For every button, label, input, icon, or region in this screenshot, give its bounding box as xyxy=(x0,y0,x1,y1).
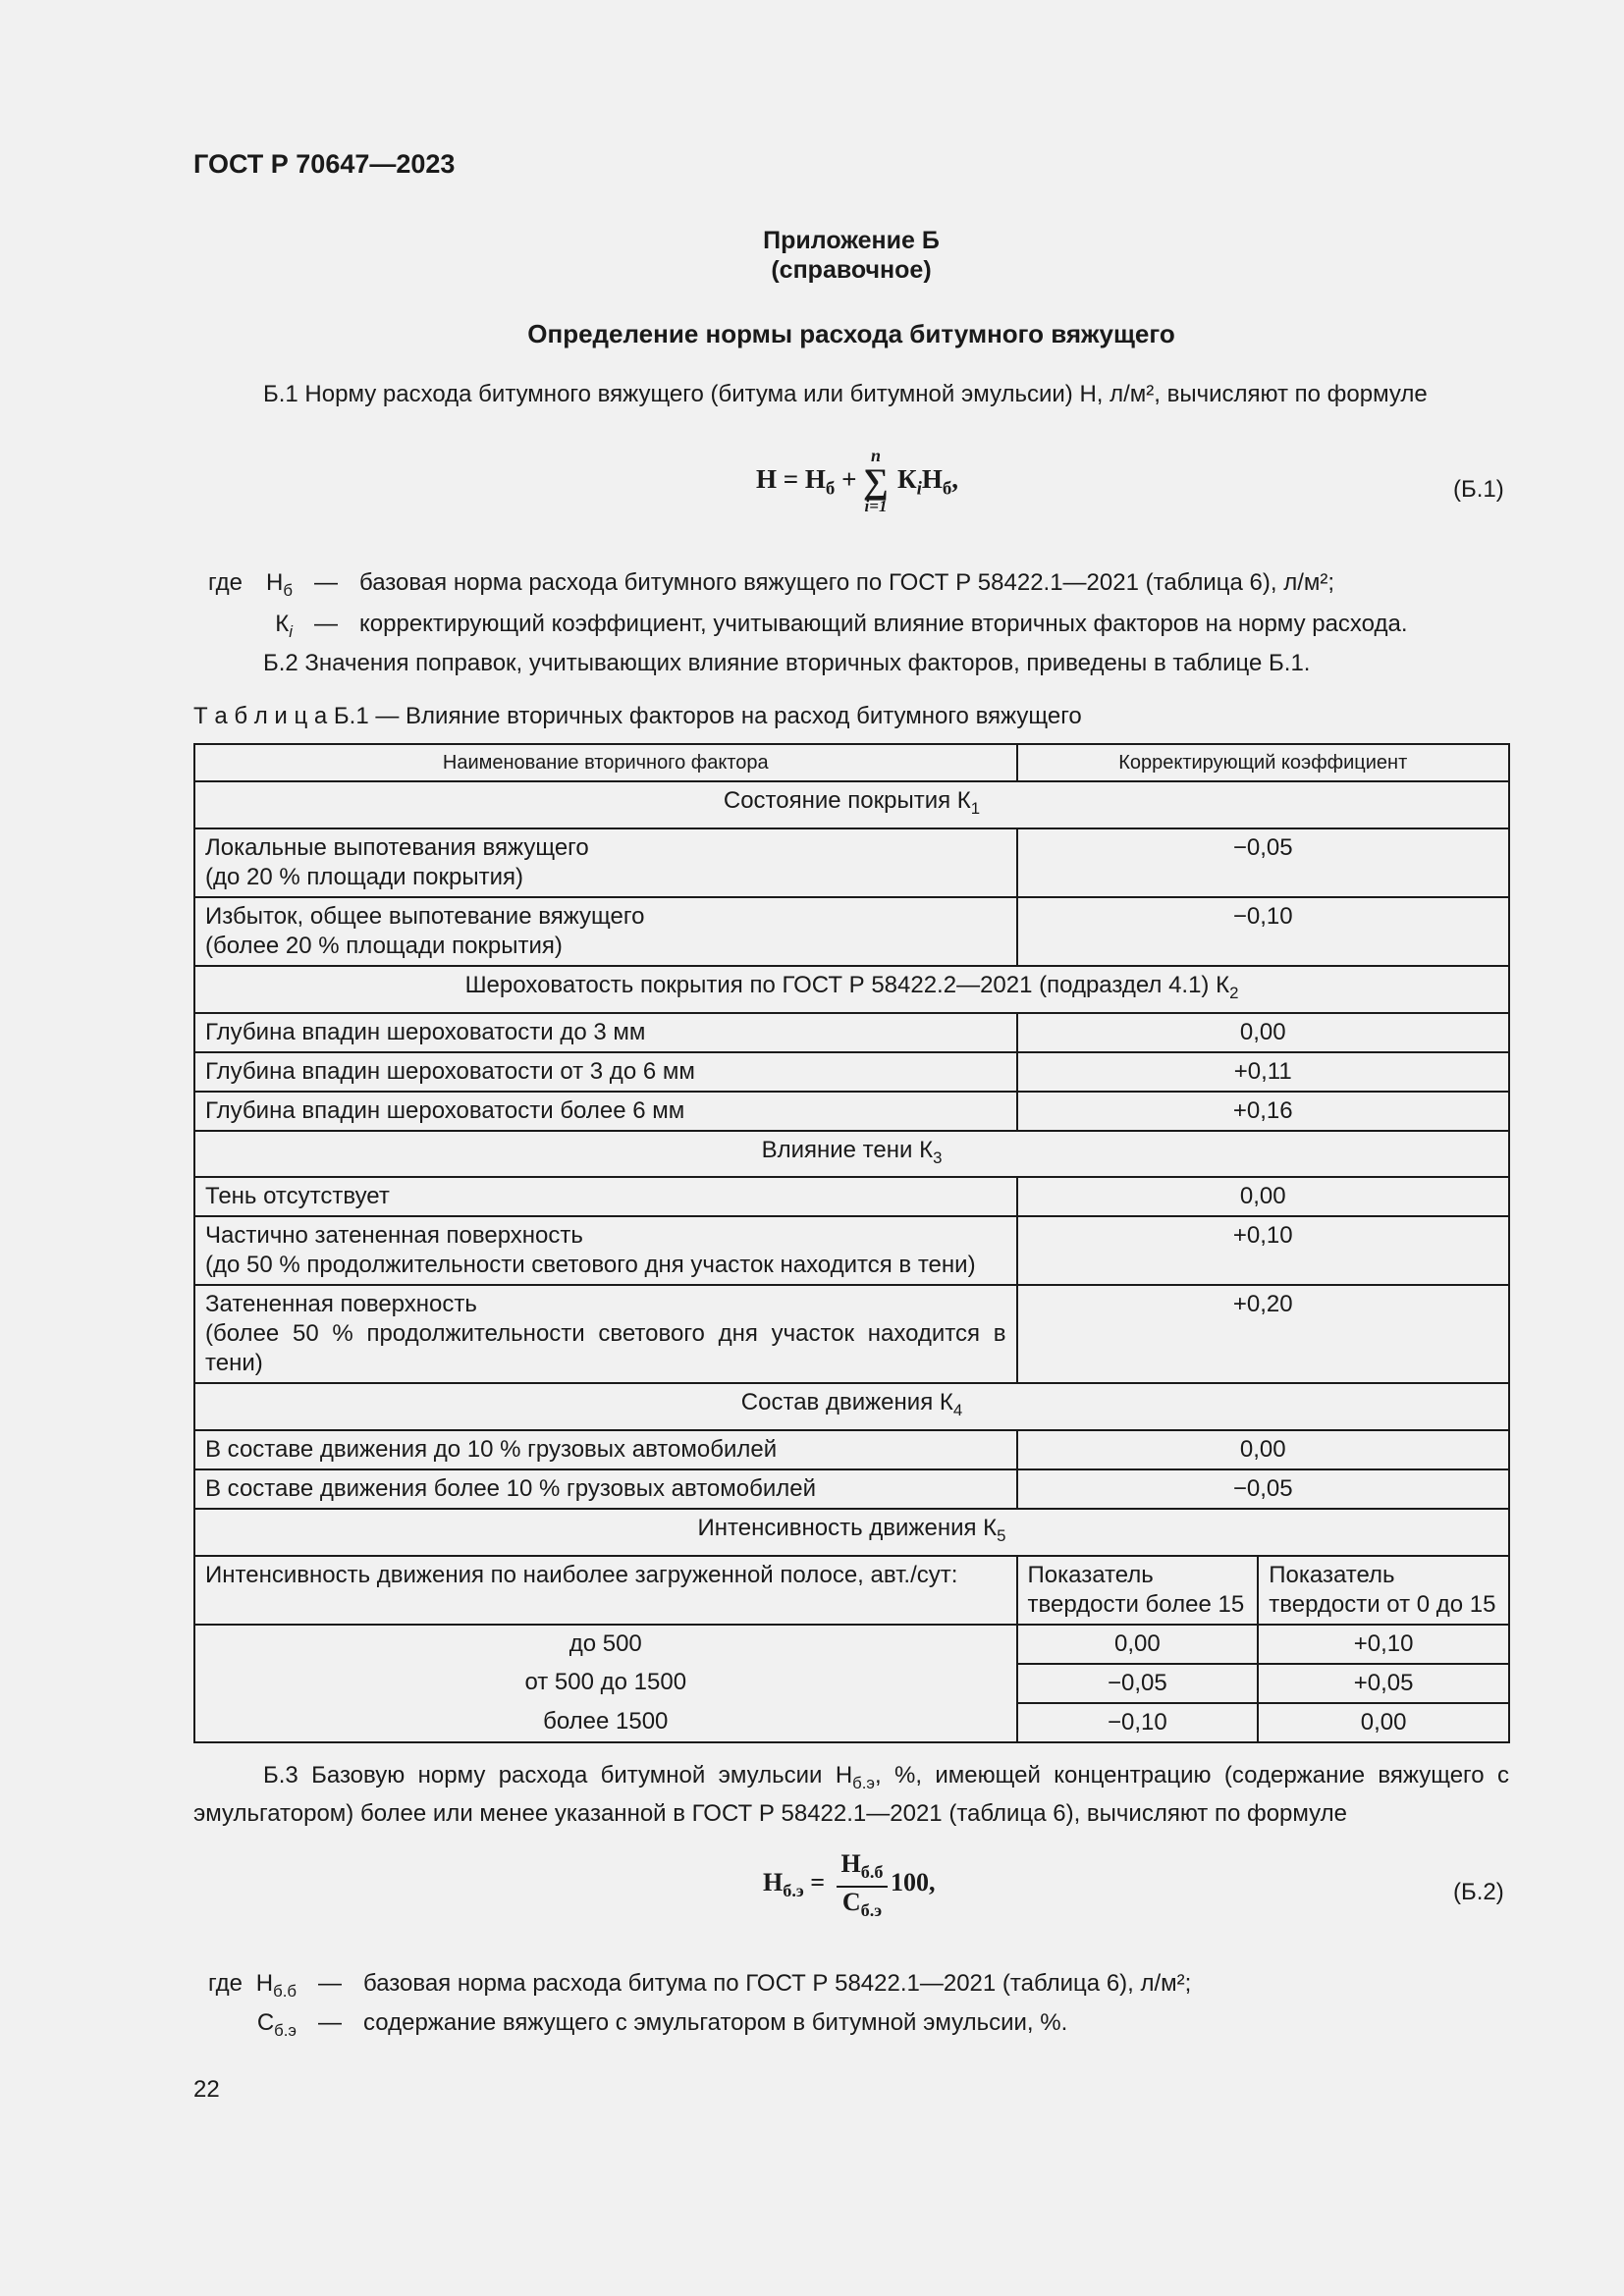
factor-cell: В составе движения до 10 % грузовых автомобилей xyxy=(194,1430,1017,1469)
group-k3: Влияние тени $К_3$ xyxy=(194,1131,1509,1178)
table-header-row xyxy=(194,744,1509,781)
fraction-denominator: $С_{б.э}$ xyxy=(841,1888,883,1921)
paragraph-b3: Б.3 Базовую норму расхода битумной эмульсии $Н_{б.э}$, %, имеющей концентрацию (содержание вяжущего с эмульгатором) более или менее указанной в ГОСТ Р 58422.1—2021 (таблица 6), вычисляют по формуле xyxy=(193,1762,1509,1827)
sum-symbol: ∑ xyxy=(863,461,889,501)
formula-factor: 100, xyxy=(891,1868,936,1896)
sum-block xyxy=(856,447,895,515)
definition-text: корректирующий коэффициент, учитывающий влияние вторичных факторов на норму расхода. xyxy=(359,611,1408,637)
intensity-row xyxy=(194,1625,1509,1664)
definition-row xyxy=(208,2009,1067,2041)
table-row xyxy=(194,1216,1509,1285)
fraction xyxy=(837,1850,888,1925)
definition-row xyxy=(208,611,1408,642)
intensity-header-row xyxy=(194,1556,1509,1625)
definition-symbol: $Н_{б.б}$ xyxy=(255,1970,297,2001)
coefficient-a: −0,05 xyxy=(1017,1664,1259,1703)
definition-dash: — xyxy=(318,2009,342,2036)
table-row xyxy=(194,1469,1509,1509)
definition-symbol: $К_i$ xyxy=(275,611,293,641)
factor-cell: Избыток, общее выпотевание вяжущего (более 20 % площади покрытия) xyxy=(194,897,1017,966)
coefficient-cell: −0,05 xyxy=(1017,828,1510,897)
formula-eq: = xyxy=(777,464,805,494)
group-k2: Шероховатость покрытия по ГОСТ Р 58422.2—2021 (подраздел 4.1) $К_2$ xyxy=(194,966,1509,1013)
coefficient-b: 0,00 xyxy=(1258,1703,1509,1742)
factor-cell: Затененная поверхность (более 50 % продолжительности светового дня участок находится в тени) xyxy=(194,1285,1017,1383)
table-row xyxy=(194,828,1509,897)
factor-cell: Частично затененная поверхность (до 50 % продолжительности светового дня участок находится в тени) xyxy=(194,1216,1017,1285)
equation-number-b1: (Б.1) xyxy=(1453,476,1504,503)
formula-k: К xyxy=(897,464,917,494)
table-row xyxy=(194,1177,1509,1216)
coefficient-cell: 0,00 xyxy=(1017,1177,1510,1216)
factor-cell: В составе движения более 10 % грузовых автомобилей xyxy=(194,1469,1017,1509)
definition-prefix: где xyxy=(208,569,244,596)
table-caption-prefix: Т а б л и ц а xyxy=(193,703,328,729)
intensity-row xyxy=(194,1664,1509,1703)
coefficient-cell: +0,11 xyxy=(1017,1052,1510,1092)
sum-bottom: i=1 xyxy=(864,497,888,515)
definition-dash: — xyxy=(318,1970,342,1997)
column-header-coefficient: Корректирующий коэффициент xyxy=(1017,744,1510,781)
intensity-header: Интенсивность движения по наиболее загруженной полосе, авт./сут: xyxy=(194,1556,1017,1625)
factor-cell: Тень отсутствует xyxy=(194,1177,1017,1216)
factor-cell: Глубина впадин шероховатости до 3 мм xyxy=(194,1013,1017,1052)
formula-plus: + xyxy=(835,464,857,494)
column-header-factor: Наименование вторичного фактора xyxy=(194,744,1017,781)
formula-lhs: Н xyxy=(763,1868,784,1896)
hardness-column-a: Показатель твердости более 15 xyxy=(1017,1556,1259,1625)
group-row xyxy=(194,781,1509,828)
appendix-heading xyxy=(193,226,1509,285)
coefficient-cell: +0,10 xyxy=(1017,1216,1510,1285)
formula-lhs: Н xyxy=(756,464,778,494)
coefficient-cell: +0,20 xyxy=(1017,1285,1510,1383)
coefficient-b: +0,05 xyxy=(1258,1664,1509,1703)
coefficient-cell: −0,05 xyxy=(1017,1469,1510,1509)
section-title: Определение нормы расхода битумного вяжущего xyxy=(527,319,1175,348)
formula-h-sub: б xyxy=(942,478,952,500)
appendix-title: Приложение Б xyxy=(763,227,940,254)
group-row xyxy=(194,966,1509,1013)
factor-cell: Локальные выпотевания вяжущего (до 20 % площади покрытия) xyxy=(194,828,1017,897)
coefficient-cell: 0,00 xyxy=(1017,1430,1510,1469)
standard-header: ГОСТ Р 70647—2023 xyxy=(193,149,456,179)
definition-text: базовая норма расхода битума по ГОСТ Р 58422.1—2021 (таблица 6), л/м²; xyxy=(363,1970,1192,1997)
coefficient-a: −0,10 xyxy=(1017,1703,1259,1742)
table-row xyxy=(194,1285,1509,1383)
fraction-numerator: $Н_{б.б}$ xyxy=(837,1850,888,1888)
formula-base: Н xyxy=(804,464,826,494)
table-row xyxy=(194,1013,1509,1052)
definition-row xyxy=(208,569,1334,601)
formula-h: Н xyxy=(921,464,943,494)
formula-eq: = xyxy=(803,1868,826,1896)
definition-row xyxy=(208,1970,1191,2002)
paragraph-b2: Б.2 Значения поправок, учитывающих влияние вторичных факторов, приведены в таблице Б.1. xyxy=(263,650,1311,676)
definition-prefix: где xyxy=(208,1970,244,1997)
group-row xyxy=(194,1131,1509,1178)
intensity-label: до 500 xyxy=(194,1625,1017,1664)
table-caption xyxy=(193,701,1082,731)
definition-dash: — xyxy=(314,611,338,637)
definition-dash: — xyxy=(314,569,338,596)
intensity-label: более 1500 xyxy=(194,1703,1017,1742)
group-row xyxy=(194,1383,1509,1430)
appendix-subtitle: (справочное) xyxy=(771,256,932,284)
definition-symbol: $С_{б.э}$ xyxy=(256,2009,297,2040)
coefficient-cell: +0,16 xyxy=(1017,1092,1510,1131)
intensity-label: от 500 до 1500 xyxy=(194,1664,1017,1703)
group-row xyxy=(194,1509,1509,1556)
formula-tail: , xyxy=(951,464,959,494)
group-k5: Интенсивность движения $К_5$ xyxy=(194,1509,1509,1556)
coefficient-b: +0,10 xyxy=(1258,1625,1509,1664)
group-k1: Состояние покрытия $К_1$ xyxy=(194,781,1509,828)
formula-base-sub: б xyxy=(825,478,836,500)
coefficient-cell: 0,00 xyxy=(1017,1013,1510,1052)
formula-k-sub: i xyxy=(916,478,922,500)
factors-table xyxy=(193,743,1510,1743)
paragraph-b1: Б.1 Норму расхода битумного вяжущего (битума или битумной эмульсии) Н, л/м², вычисляют по формуле xyxy=(263,381,1428,407)
intensity-row xyxy=(194,1703,1509,1742)
factor-cell: Глубина впадин шероховатости более 6 мм xyxy=(194,1092,1017,1131)
coefficient-cell: −0,10 xyxy=(1017,897,1510,966)
formula-lhs-sub: б.э xyxy=(783,1881,804,1901)
page-number: 22 xyxy=(193,2076,220,2103)
table-row xyxy=(194,1052,1509,1092)
sum-top: n xyxy=(870,446,881,465)
factor-cell: Глубина впадин шероховатости от 3 до 6 мм xyxy=(194,1052,1017,1092)
table-caption-text: Б.1 — Влияние вторичных факторов на расход битумного вяжущего xyxy=(327,703,1082,729)
group-k4: Состав движения $К_4$ xyxy=(194,1383,1509,1430)
table-row xyxy=(194,1430,1509,1469)
equation-number-b2: (Б.2) xyxy=(1453,1879,1504,1905)
definition-text: содержание вяжущего с эмульгатором в битумной эмульсии, %. xyxy=(363,2009,1068,2036)
table-row xyxy=(194,897,1509,966)
definition-text: базовая норма расхода битумного вяжущего по ГОСТ Р 58422.1—2021 (таблица 6), л/м²; xyxy=(359,569,1335,596)
definition-symbol: $Н_б$ xyxy=(266,569,293,600)
hardness-column-b: Показатель твердости от 0 до 15 xyxy=(1258,1556,1509,1625)
table-row xyxy=(194,1092,1509,1131)
coefficient-a: 0,00 xyxy=(1017,1625,1259,1664)
